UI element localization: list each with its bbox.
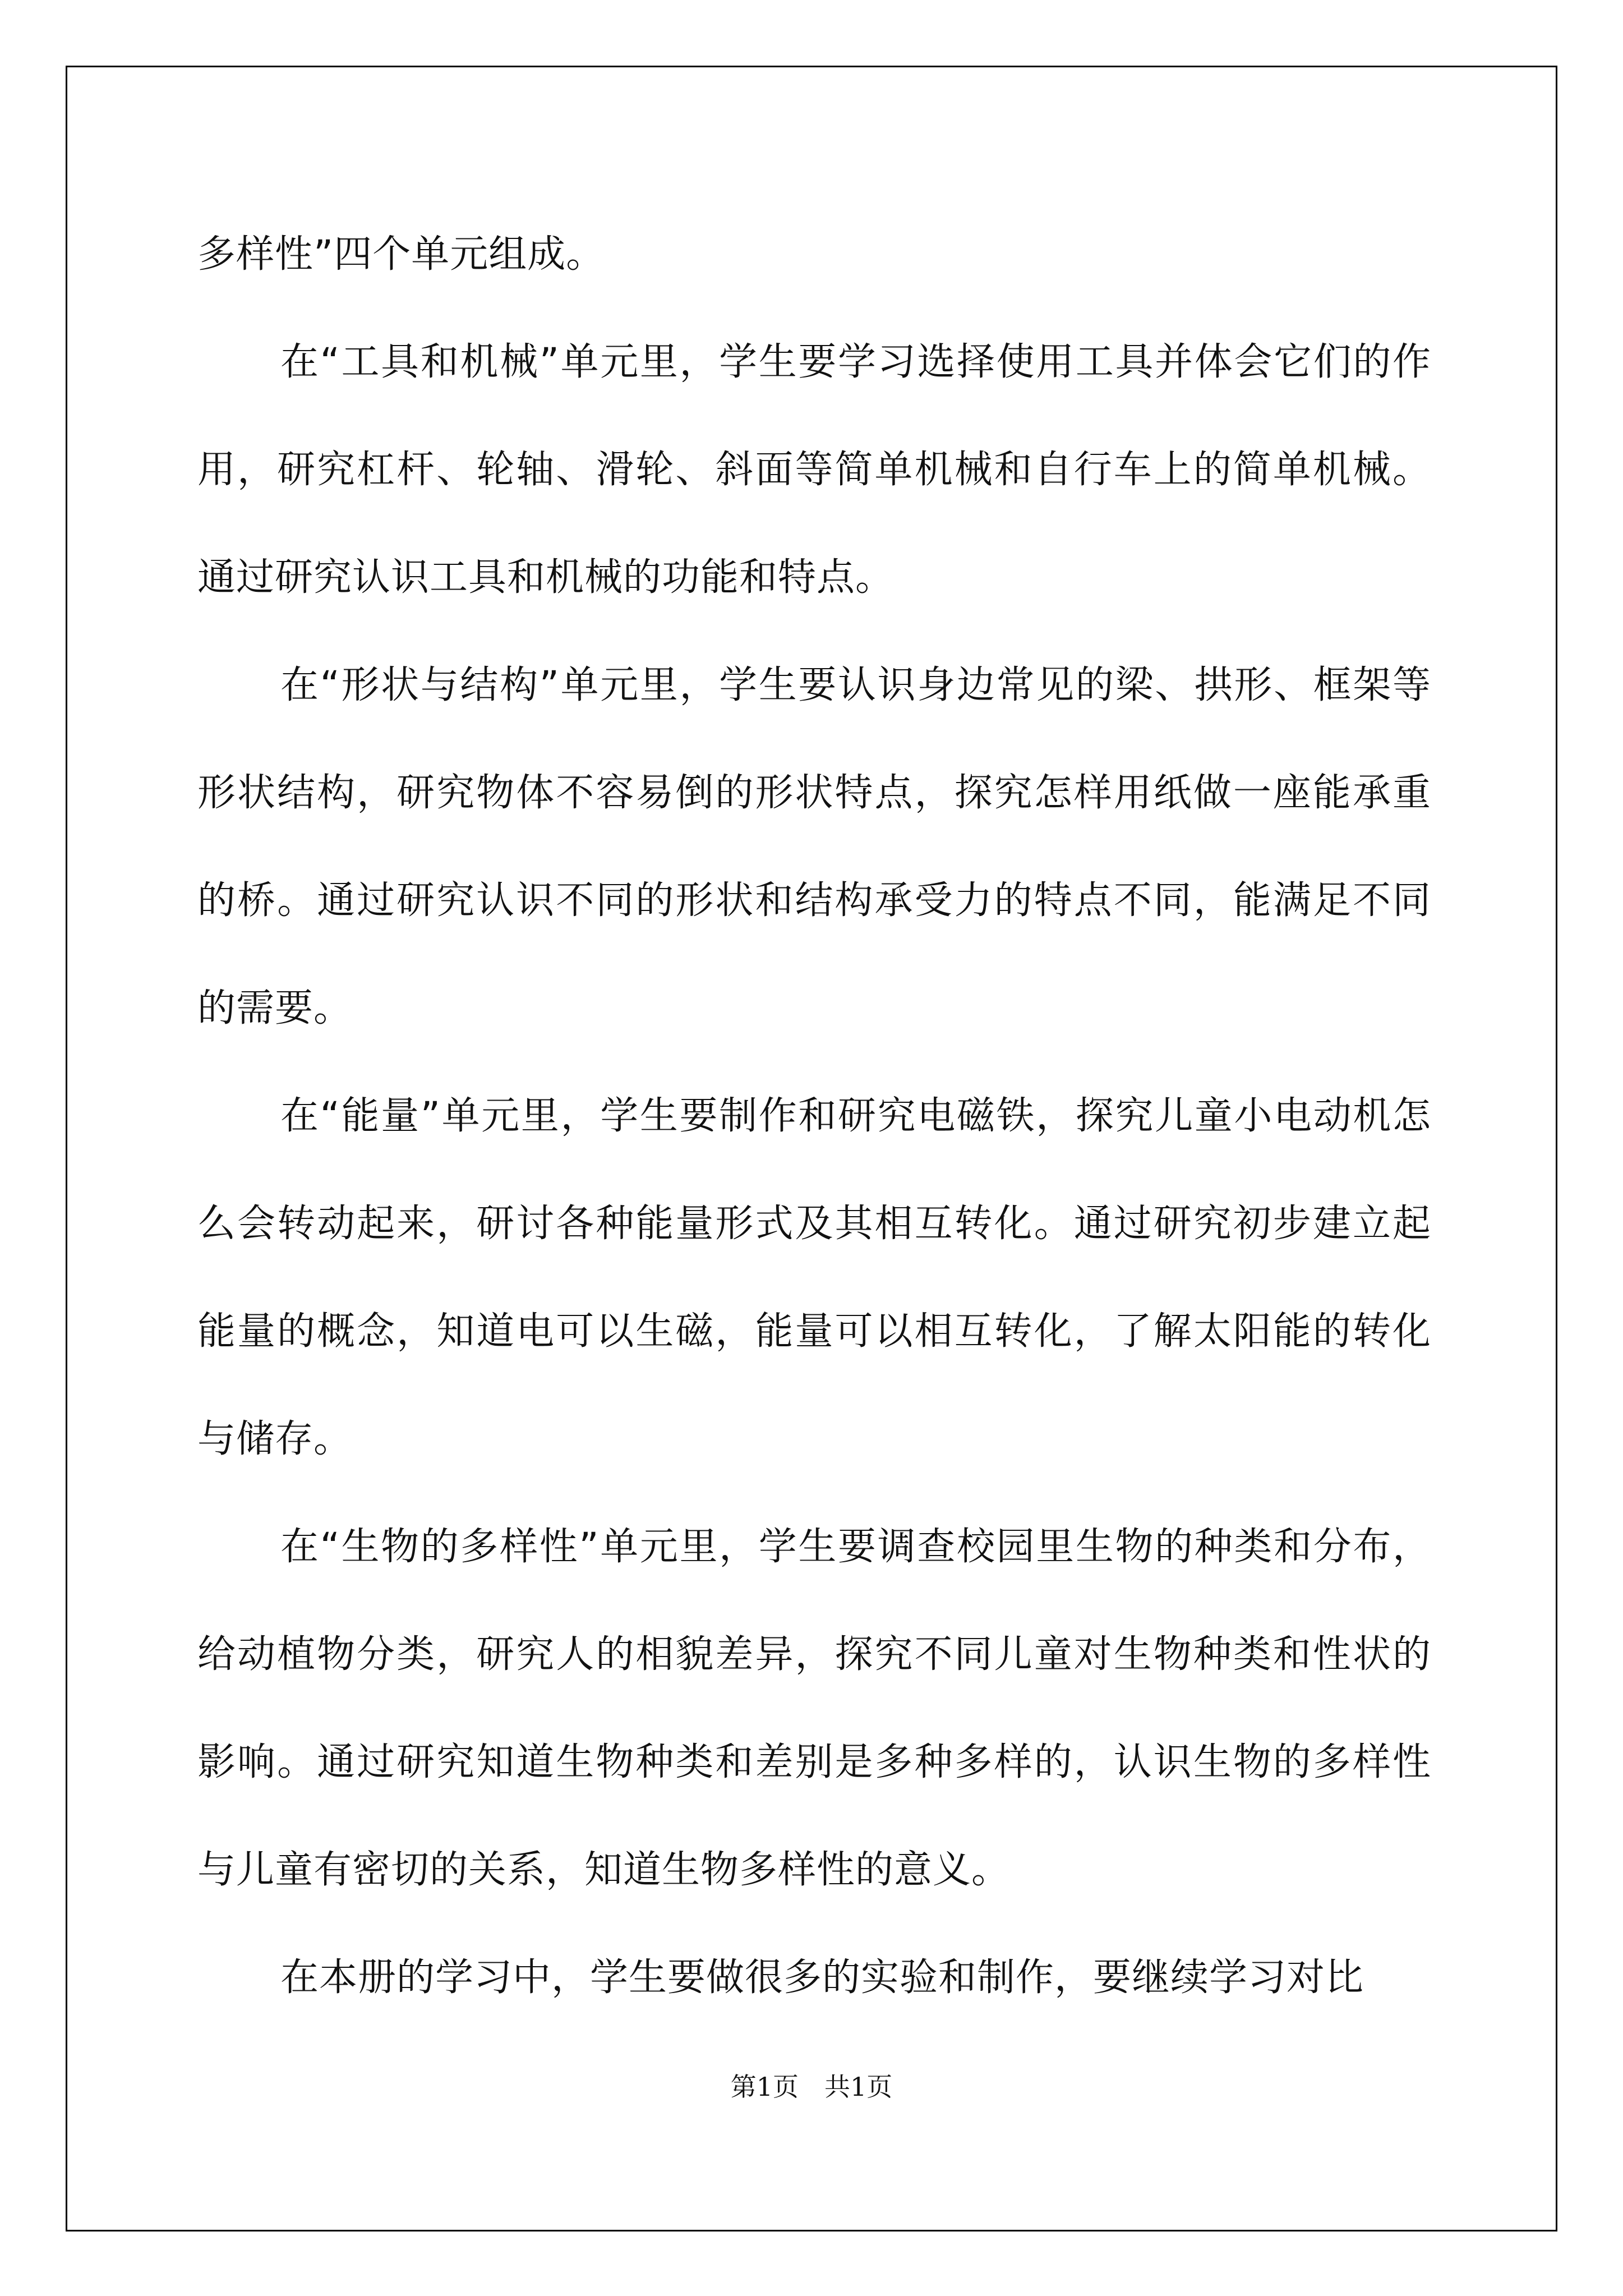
paragraph-learning-summary: 在本册的学习中，学生要做很多的实验和制作，要继续学习对比: [280, 1955, 1364, 2000]
paragraph-biodiversity: 在“生物的多样性”单元里，学生要调查校园里生物的种类和分布，给动植物分类，研究人的相貌差异，探究不同儿童对生物种类和性状的影响。通过研究知道生物种类和差别是多种多样的，认识生物的多样性与儿童有密切的关系，知道生物多样性的意义。: [197, 1525, 1431, 1892]
paragraph-tools-and-machines: 在“工具和机械”单元里，学生要学习选择使用工具并体会它们的作用，研究杠杆、轮轴、滑轮、斜面等简单机械和自行车上的简单机械。通过研究认识工具和机械的功能和特点。: [197, 340, 1431, 600]
paragraph-energy: 在“能量”单元里，学生要制作和研究电磁铁，探究儿童小电动机怎么会转动起来，研讨各种能量形式及其相互转化。通过研究初步建立起能量的概念，知道电可以生磁，能量可以相互转化，了解太阳能的转化与储存。: [197, 1094, 1431, 1461]
page-number: 第1页 共1页: [730, 2072, 893, 2102]
document-body: [197, 201, 1431, 2032]
paragraph-continued: 多样性”四个单元组成。: [197, 232, 605, 277]
paragraph-shape-and-structure: 在“形状与结构”单元里，学生要认识身边常见的梁、拱形、框架等形状结构，研究物体不容易倒的形状特点，探究怎样用纸做一座能承重的桥。通过研究认识不同的形状和结构承受力的特点不同，能满足不同的需要。: [197, 663, 1431, 1030]
